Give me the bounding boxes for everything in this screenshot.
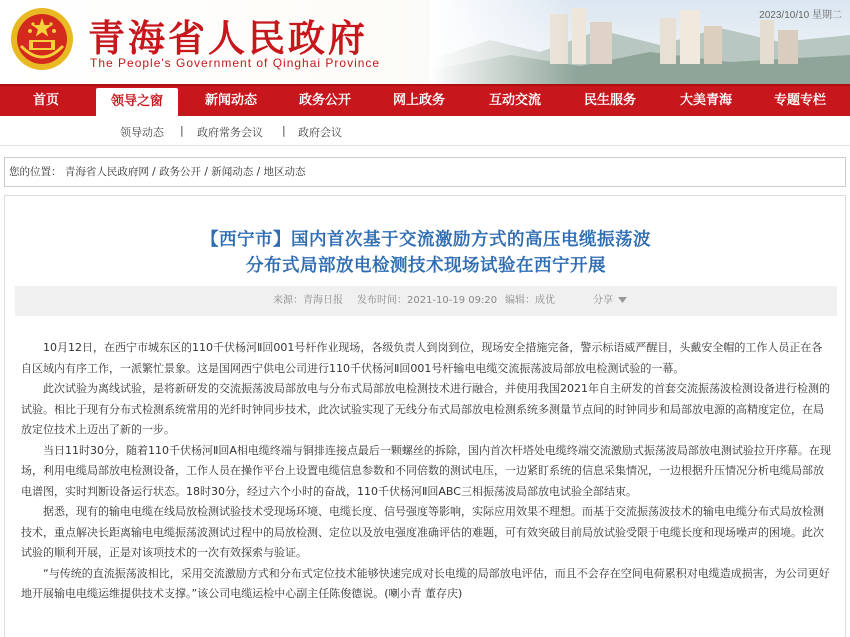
article-paragraph: “与传统的直流振荡波相比，采用交流激励方式和分布式定位技术能够快速完成对长电缆的局部放电评估，而且不会存在空间电荷累积对电缆造成损害，为公司更好地开展输电电缆运维提供技术支撑。”该公司电缆运检中心副主任陈俊德说。(喇小青 董存庆) — [21, 566, 830, 600]
site-title: 青海省人民政府 — [88, 16, 368, 60]
nav-item-home[interactable]: 首页 — [32, 93, 59, 108]
site-header — [0, 0, 850, 84]
nav-item-special[interactable]: 专题专栏 — [773, 93, 826, 108]
article-paragraph: 此次试验为离线试验，是将新研发的交流振荡波局部放电与分布式局部放电检测技术进行融合，并使用我国2021年自主研发的首套交流振荡波检测设备进行检测的试验。相比于现有分布式检测系统常用的光纤时钟同步技术，此次试验实现了无线分布式局部放电检测系统多测量节点间的时钟同步和局部放电源的高精度定位，在局放定位技术上迈出了新的一步。 — [21, 382, 830, 436]
breadcrumb — [4, 157, 846, 187]
article — [4, 195, 846, 637]
nav-item-livelihood[interactable]: 民生服务 — [583, 93, 636, 108]
caret-down-icon — [618, 297, 627, 303]
breadcrumb-item-news[interactable]: 新闻动态 — [211, 166, 254, 178]
breadcrumb-label: 您的位置： — [9, 166, 62, 178]
nav-item-online-services[interactable]: 网上政务 — [392, 93, 445, 108]
subnav-item-gov-meeting[interactable]: 政府会议 — [298, 126, 342, 139]
article-editor: 编辑：成优 — [505, 295, 555, 306]
nav-item-qinghai[interactable]: 大美青海 — [679, 93, 732, 108]
article-title-line-1: 【西宁市】国内首次基于交流激励方式的高压电缆振荡波 — [201, 230, 651, 250]
breadcrumb-item-gov-affairs[interactable]: 政务公开 — [159, 166, 202, 178]
current-date: 2023/10/10 星期二 — [759, 10, 842, 21]
nav-item-news[interactable]: 新闻动态 — [204, 93, 257, 108]
nav-item-interaction[interactable]: 互动交流 — [488, 93, 541, 108]
article-paragraph: 10月12日，在西宁市城东区的110千伏杨河Ⅱ回001号杆作业现场，各级负责人到岗到位，现场安全措施完备，警示标语威严醒目，头戴安全帽的工作人员正在各自区域内有序工作，一派繁忙景象。这是国网西宁供电公司进行110千伏杨河Ⅱ回001号杆输电电缆交流振荡波局部放电检测试验的一幕。 — [21, 341, 823, 375]
breadcrumb-separator: / — [253, 166, 264, 178]
sub-nav — [0, 116, 850, 146]
article-publish-time: 发布时间：2021-10-19 09:20 — [357, 295, 498, 306]
breadcrumb-separator: / — [148, 166, 160, 178]
breadcrumb-item-regional[interactable]: 地区动态 — [263, 166, 306, 178]
share-label: 分享 — [593, 295, 613, 306]
article-title-line-2: 分布式局部放电检测技术现场试验在西宁开展 — [246, 256, 606, 276]
subnav-separator: | — [282, 124, 286, 137]
nav-item-leadership[interactable]: 领导之窗 — [96, 88, 178, 118]
article-body — [21, 338, 833, 605]
main-nav — [0, 84, 850, 116]
share-button[interactable] — [593, 286, 627, 316]
breadcrumb-separator: / — [201, 166, 212, 178]
subnav-separator: | — [180, 124, 184, 137]
national-emblem-icon — [9, 6, 75, 72]
article-meta — [15, 286, 837, 316]
subnav-item-leader-news[interactable]: 领导动态 — [120, 126, 164, 139]
breadcrumb-item-home[interactable]: 青海省人民政府网 — [64, 166, 149, 178]
subnav-item-executive-meeting[interactable]: 政府常务会议 — [197, 126, 263, 139]
site-subtitle: The People's Government of Qinghai Province — [90, 56, 381, 70]
article-source: 来源：青海日报 — [273, 295, 343, 306]
article-paragraph: 当日11时30分，随着110千伏杨河Ⅱ回A相电缆终端与铜排连接点最后一颗螺丝的拆除，国内首次杆塔处电缆终端交流激励式振荡波局部放电测试验拉开序幕。在现场，利用电缆局部放电检测设备，工作人员在操作平台上设置电缆信息参数和不同倍数的测试电压，一边紧盯系统的信息采集情况，一边根据升压情况分析电缆局部放电谱图，实时判断设备运行状态。18时30分，经过六个小时的奋战，110千伏杨河Ⅱ回ABC三相振荡波局部放电试验全部结束。 — [21, 443, 831, 498]
nav-item-gov-affairs[interactable]: 政务公开 — [298, 93, 351, 108]
article-paragraph: 据悉，现有的输电电缆在线局放检测试验技术受现场环境、电缆长度、信号强度等影响，实际应用效果不理想。而基于交流振荡波技术的输电电缆分布式局放检测技术，重点解决长距离输电电缆振荡波测试过程中的局放检测、定位以及放电强度准确评估的难题，可有效突破目前局放试验受限于电缆长度和现场噪声的困境。此次试验的顺利开展，正是对该项技术的一次有效探索与验证。 — [21, 505, 824, 559]
